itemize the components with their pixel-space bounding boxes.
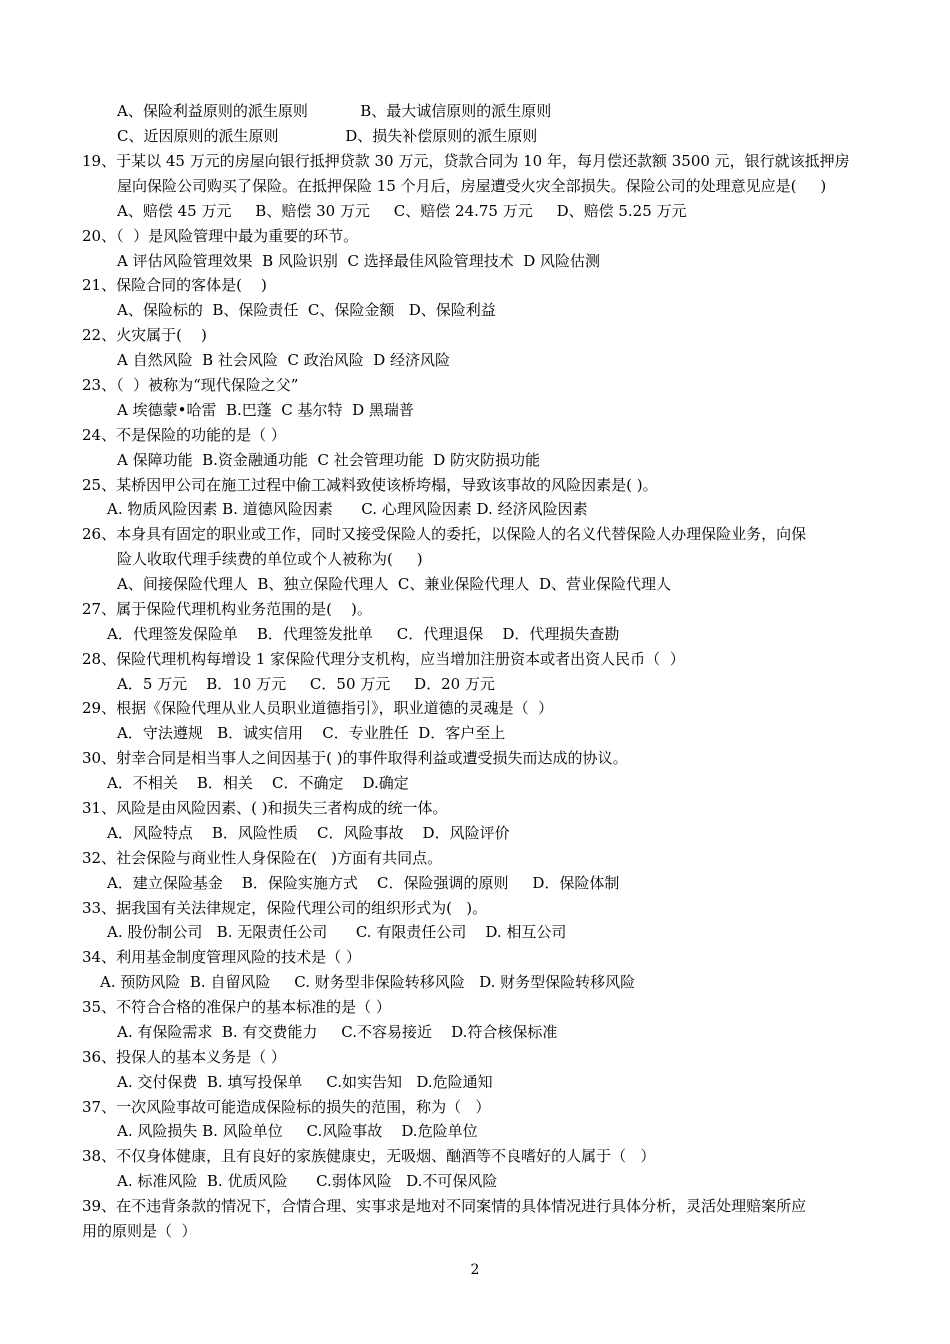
option-line: A、保险标的 B、保险责任 C、保险金额 D、保险利益 bbox=[117, 301, 496, 319]
option-line: A. 交付保费 B. 填写投保单 C.如实告知 D.危险通知 bbox=[117, 1073, 493, 1091]
option-line: A 埃德蒙•哈雷 B.巴蓬 C 基尔特 D 黑瑞普 bbox=[117, 401, 414, 419]
option-line: A. 预防风险 B. 自留风险 C. 财务型非保险转移风险 D. 财务型保险转移风险 bbox=[100, 973, 636, 991]
option-line: A. 物质风险因素 B. 道德风险因素 C. 心理风险因素 D. 经济风险因素 bbox=[107, 500, 588, 518]
question-20: 20、（ ）是风险管理中最为重要的环节。 bbox=[82, 227, 359, 245]
question-31: 31、风险是由风险因素、( )和损失三者构成的统一体。 bbox=[82, 799, 448, 817]
option-line: A．风险特点 B．风险性质 C．风险事故 D．风险评价 bbox=[107, 824, 510, 842]
option-line: A. 风险损失 B. 风险单位 C.风险事故 D.危险单位 bbox=[117, 1122, 478, 1140]
question-continuation: 险人收取代理手续费的单位或个人被称为( ) bbox=[117, 550, 423, 568]
option-line: C、近因原则的派生原则 D、损失补偿原则的派生原则 bbox=[117, 127, 538, 145]
question-33: 33、据我国有关法律规定，保险代理公司的组织形式为( )。 bbox=[82, 899, 488, 917]
option-line: A．建立保险基金 B．保险实施方式 C．保险强调的原则 D．保险体制 bbox=[107, 874, 620, 892]
question-23: 23、（ ）被称为“现代保险之父” bbox=[82, 376, 299, 394]
option-line: A、赔偿 45 万元 B、赔偿 30 万元 C、赔偿 24.75 万元 D、赔偿 5.25 万元 bbox=[117, 202, 687, 220]
question-36: 36、投保人的基本义务是（ ） bbox=[82, 1048, 286, 1066]
question-37: 37、一次风险事故可能造成保险标的损失的范围，称为（ ） bbox=[82, 1098, 491, 1116]
question-34: 34、利用基金制度管理风险的技术是（ ） bbox=[82, 948, 361, 966]
question-26: 26、本身具有固定的职业或工作，同时又接受保险人的委托，以保险人的名义代替保险人办理保险业务，向保 bbox=[82, 525, 807, 543]
option-line: A 自然风险 B 社会风险 C 政治风险 D 经济风险 bbox=[117, 351, 451, 369]
question-25: 25、某桥因甲公司在施工过程中偷工减料致使该桥垮榻，导致该事故的风险因素是( )。 bbox=[82, 476, 658, 494]
option-line: A 评估风险管理效果 B 风险识别 C 选择最佳风险管理技术 D 风险估测 bbox=[117, 252, 601, 270]
question-28: 28、保险代理机构每增设 1 家保险代理分支机构，应当增加注册资本或者出资人民币（ ） bbox=[82, 650, 685, 668]
question-27: 27、属于保险代理机构业务范围的是( )。 bbox=[82, 600, 372, 618]
question-35: 35、不符合合格的准保户的基本标准的是（ ） bbox=[82, 998, 391, 1016]
option-line: A．代理签发保险单 B．代理签发批单 C．代理退保 D．代理损失查勘 bbox=[107, 625, 620, 643]
question-30: 30、射幸合同是相当事人之间因基于( )的事件取得利益或遭受损失而达成的协议。 bbox=[82, 749, 628, 767]
question-29: 29、根据《保险代理从业人员职业道德指引》，职业道德的灵魂是（ ） bbox=[82, 699, 554, 717]
question-continuation: 屋向保险公司购买了保险。在抵押保险 15 个月后，房屋遭受火灾全部损失。保险公司的处理意见应是( ) bbox=[117, 177, 827, 195]
question-22: 22、火灾属于( ) bbox=[82, 326, 207, 344]
question-32: 32、社会保险与商业性人身保险在( )方面有共同点。 bbox=[82, 849, 443, 867]
option-line: A. 股份制公司 B. 无限责任公司 C. 有限责任公司 D. 相互公司 bbox=[107, 923, 567, 941]
option-line: A、保险利益原则的派生原则 B、最大诚信原则的派生原则 bbox=[117, 102, 552, 120]
question-continuation: 用的原则是（ ） bbox=[82, 1222, 197, 1240]
option-line: A 保障功能 B.资金融通功能 C 社会管理功能 D 防灾防损功能 bbox=[117, 451, 541, 469]
option-line: A、间接保险代理人 B、独立保险代理人 C、兼业保险代理人 D、营业保险代理人 bbox=[117, 575, 671, 593]
question-19: 19、于某以 45 万元的房屋向银行抵押贷款 30 万元，贷款合同为 10 年，每月偿还款额 3500 元，银行就该抵押房 bbox=[82, 152, 850, 170]
question-38: 38、不仅身体健康，且有良好的家族健康史，无吸烟、酗酒等不良嗜好的人属于（ ） bbox=[82, 1147, 656, 1165]
question-39: 39、在不违背条款的情况下，合情合理、实事求是地对不同案情的具体情况进行具体分析，灵活处理赔案所应 bbox=[82, 1197, 807, 1215]
option-line: A. 有保险需求 B. 有交费能力 C.不容易接近 D.符合核保标准 bbox=[117, 1023, 558, 1041]
option-line: A．5 万元 B．10 万元 C．50 万元 D．20 万元 bbox=[117, 675, 495, 693]
option-line: A．不相关 B．相关 C．不确定 D.确定 bbox=[107, 774, 409, 792]
page-number: 2 bbox=[470, 1262, 480, 1278]
question-21: 21、保险合同的客体是( ) bbox=[82, 276, 267, 294]
option-line: A．守法遵规 B．诚实信用 C．专业胜任 D．客户至上 bbox=[117, 724, 506, 742]
question-24: 24、不是保险的功能的是（ ） bbox=[82, 426, 286, 444]
option-line: A. 标准风险 B. 优质风险 C.弱体风险 D.不可保风险 bbox=[117, 1172, 498, 1190]
